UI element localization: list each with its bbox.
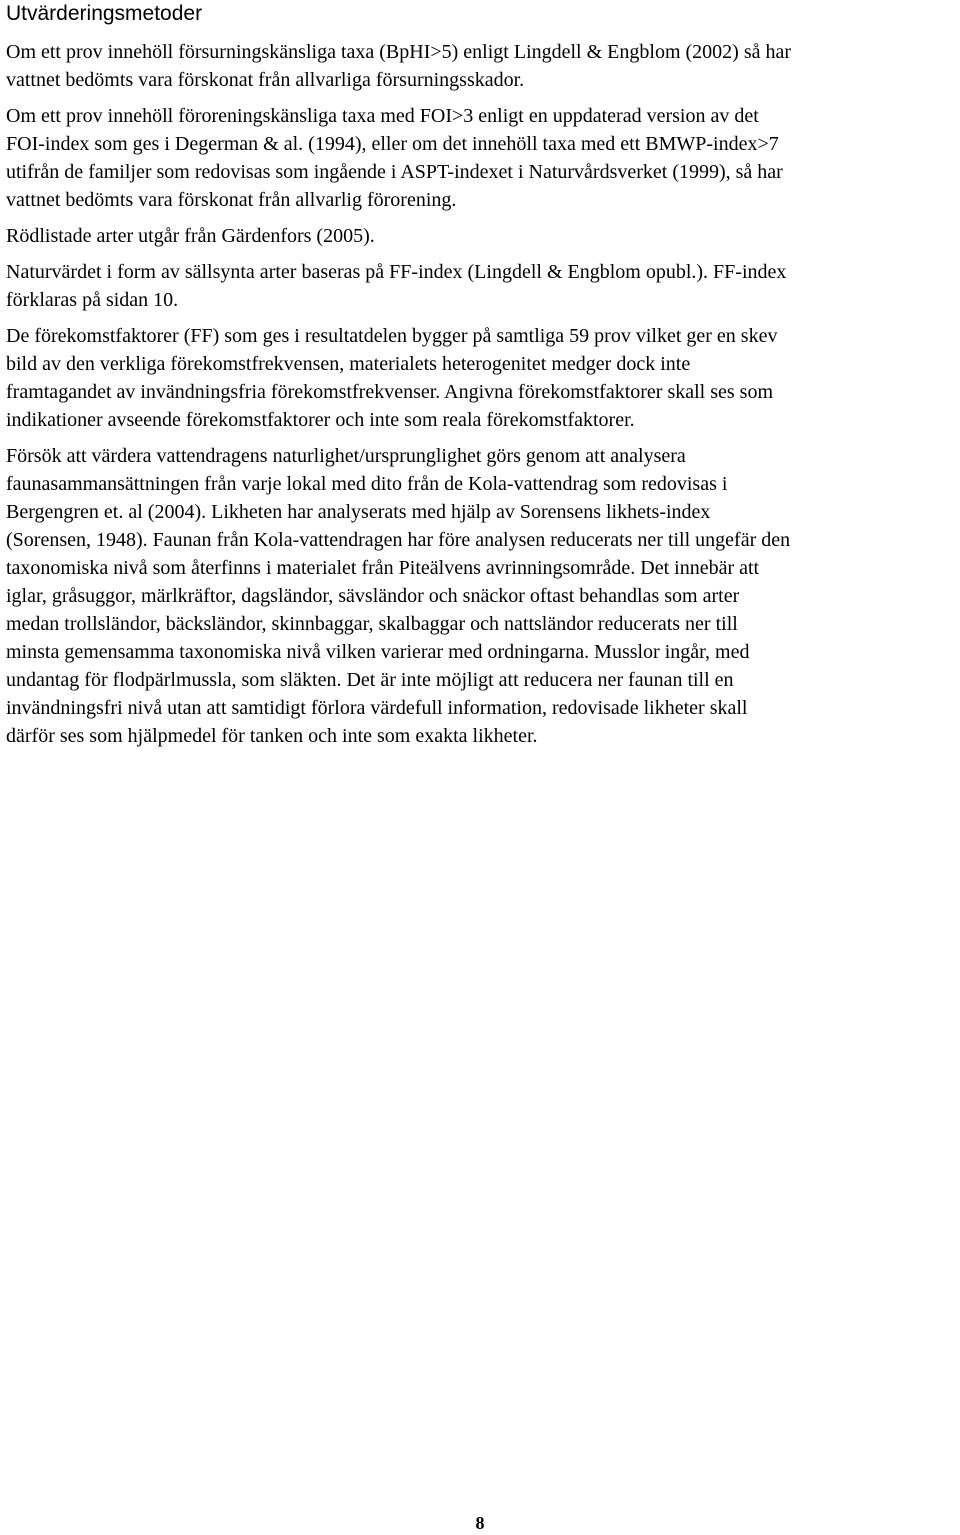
paragraph-pollution [6,102,956,214]
paragraph-natural-value [6,258,956,314]
text-line: bild av den verkliga förekomstfrekvensen, materialets heterogenitet medger dock inte [6,353,691,375]
page-number: 8 [475,1513,485,1533]
text-line: undantag för flodpärlmussla, som släkten. Det är inte möjligt att reducera ner faunan till en [6,669,734,691]
text-line: FOI-index som ges i Degerman & al. (1994), eller om det innehöll taxa med ett BMWP-index>7 [6,133,779,155]
text-line: därför ses som hjälpmedel för tanken och inte som exakta likheter. [6,725,538,747]
text-line: Försök att värdera vattendragens naturlighet/ursprunglighet görs genom att analysera [6,445,686,467]
paragraph-redlist [6,222,956,250]
text-line: förklaras på sidan 10. [6,289,179,311]
document-body [6,38,956,758]
text-line: Naturvärdet i form av sällsynta arter baseras på FF-index (Lingdell & Engblom opubl.). FF-index [6,261,787,283]
text-line: taxonomiska nivå som återfinns i materialet från Piteälvens avrinningsområde. Det innebär att [6,557,760,579]
paragraph-acidification [6,38,956,94]
text-line: Bergengren et. al (2004). Likheten har analyserats med hjälp av Sorensens likhets-index [6,501,711,523]
text-line: vattnet bedömts vara förskonat från allvarliga försurningsskador. [6,69,525,91]
text-line: De förekomstfaktorer (FF) som ges i resultatdelen bygger på samtliga 59 prov vilket ger en skev [6,325,778,347]
text-line: Om ett prov innehöll föroreningskänsliga taxa med FOI>3 enligt en uppdaterad version av det [6,105,759,127]
text-line: utifrån de familjer som redovisas som ingående i ASPT-indexet i Naturvårdsverket (1999), så har [6,161,783,183]
text-line: indikationer avseende förekomstfaktorer och inte som reala förekomstfaktorer. [6,409,635,431]
text-line: faunasammansättningen från varje lokal med dito från de Kola-vattendrag som redovisas i [6,473,728,495]
section-heading: Utvärderingsmetoder [6,2,203,25]
text-line: invändningsfri nivå utan att samtidigt förlora värdefull information, redovisade likheter skall [6,697,748,719]
text-line: iglar, gråsuggor, märlkräftor, dagsländor, sävsländor och snäckor oftast behandlas som arter [6,585,740,607]
text-line: framtagandet av invändningsfria förekomstfrekvenser. Angivna förekomstfaktorer skall ses som [6,381,774,403]
text-line: vattnet bedömts vara förskonat från allvarlig förorening. [6,189,457,211]
text-line: Rödlistade arter utgår från Gärdenfors (2005). [6,225,375,247]
text-line: Om ett prov innehöll försurningskänsliga taxa (BpHI>5) enligt Lingdell & Engblom (2002) så har [6,41,792,63]
text-line: medan trollsländor, bäcksländor, skinnbaggar, skalbaggar och nattsländor reducerats ner till [6,613,738,635]
paragraph-occurrence-factors [6,322,956,434]
text-line: (Sorensen, 1948). Faunan från Kola-vattendragen har före analysen reducerats ner till ungefär den [6,529,791,551]
text-line: minsta gemensamma taxonomiska nivå vilken varierar med ordningarna. Musslor ingår, med [6,641,750,663]
paragraph-naturalness [6,442,956,750]
